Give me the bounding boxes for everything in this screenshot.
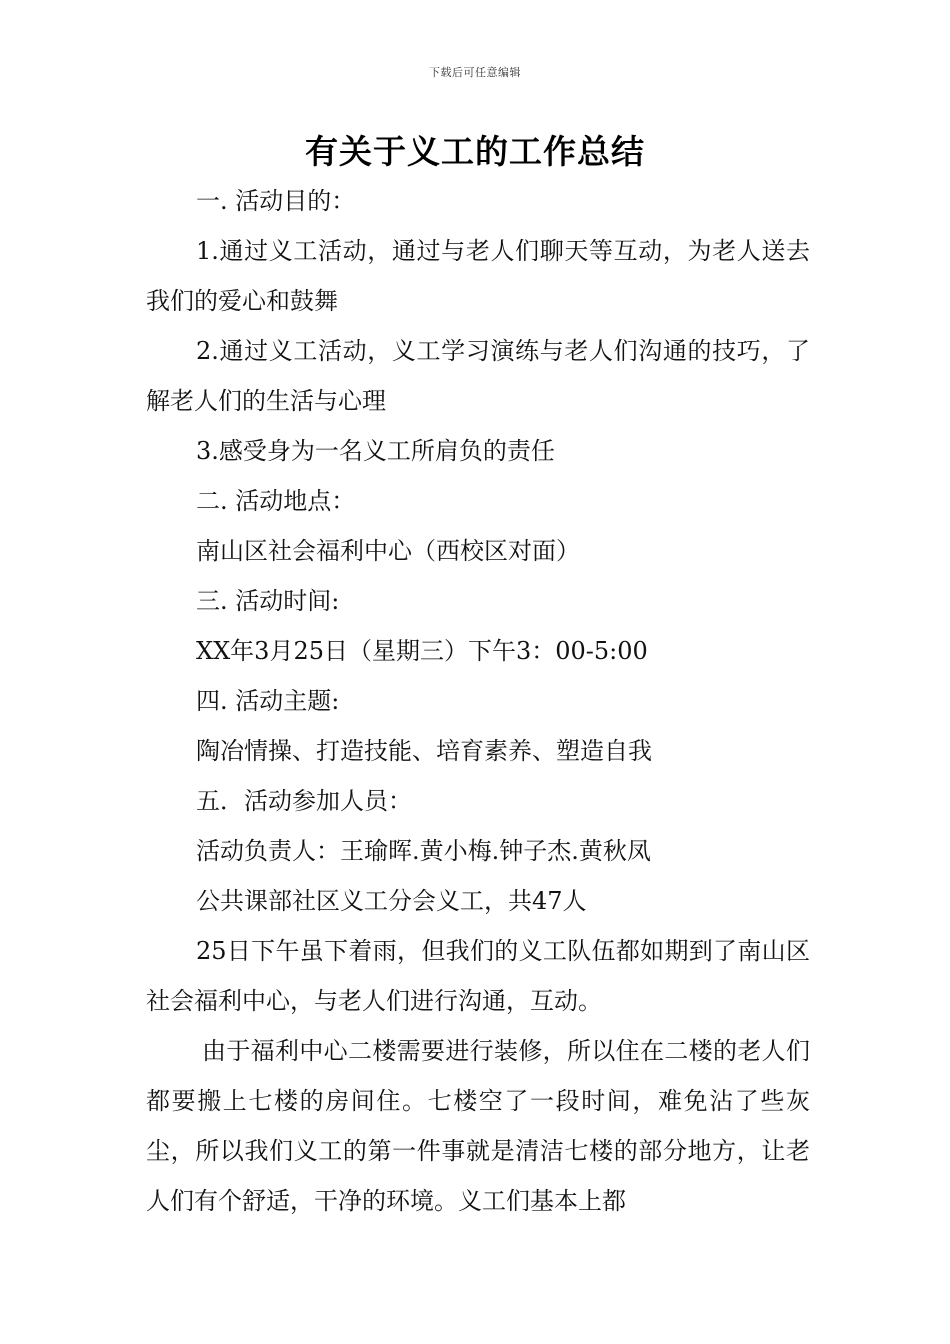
document-title: 有关于义工的工作总结 — [305, 132, 645, 171]
purpose-item-1: 1.通过义工活动，通过与老人们聊天等互动，为老人送去我们的爱心和鼓舞 — [146, 237, 810, 315]
participants-leaders: 活动负责人：王瑜晖.黄小梅.钟子杰.黄秋凤 — [196, 837, 651, 865]
time-text: XX年3月25日（星期三）下午3：00-5:00 — [196, 637, 648, 665]
theme-text: 陶冶情操、打造技能、培育素养、塑造自我 — [196, 737, 652, 765]
participants-volunteers: 公共课部社区义工分会义工，共47人 — [196, 887, 587, 915]
section-heading-purpose: 一. 活动目的： — [196, 187, 356, 215]
narrative-paragraph-1: 25日下午虽下着雨，但我们的义工队伍都如期到了南山区社会福利中心，与老人们进行沟通，互动。 — [146, 937, 810, 1015]
section-heading-theme: 四. 活动主题: — [196, 687, 340, 715]
document-body — [146, 176, 810, 1226]
section-heading-participants: 五．活动参加人员： — [196, 787, 412, 815]
page-header-note: 下载后可任意编辑 — [429, 66, 521, 79]
purpose-item-2: 2.通过义工活动，义工学习演练与老人们沟通的技巧，了解老人们的生活与心理 — [146, 337, 810, 415]
section-heading-time: 三. 活动时间: — [196, 587, 340, 615]
purpose-item-3: 3.感受身为一名义工所肩负的责任 — [196, 437, 555, 465]
section-heading-location: 二. 活动地点： — [196, 487, 356, 515]
narrative-paragraph-2: 由于福利中心二楼需要进行装修，所以住在二楼的老人们都要搬上七楼的房间住。七楼空了一段时间，难免沾了些灰尘，所以我们义工的第一件事就是清洁七楼的部分地方，让老人们有个舒适，干净的环境。义工们基本上都 — [146, 1037, 810, 1215]
location-text: 南山区社会福利中心（西校区对面） — [196, 537, 580, 565]
